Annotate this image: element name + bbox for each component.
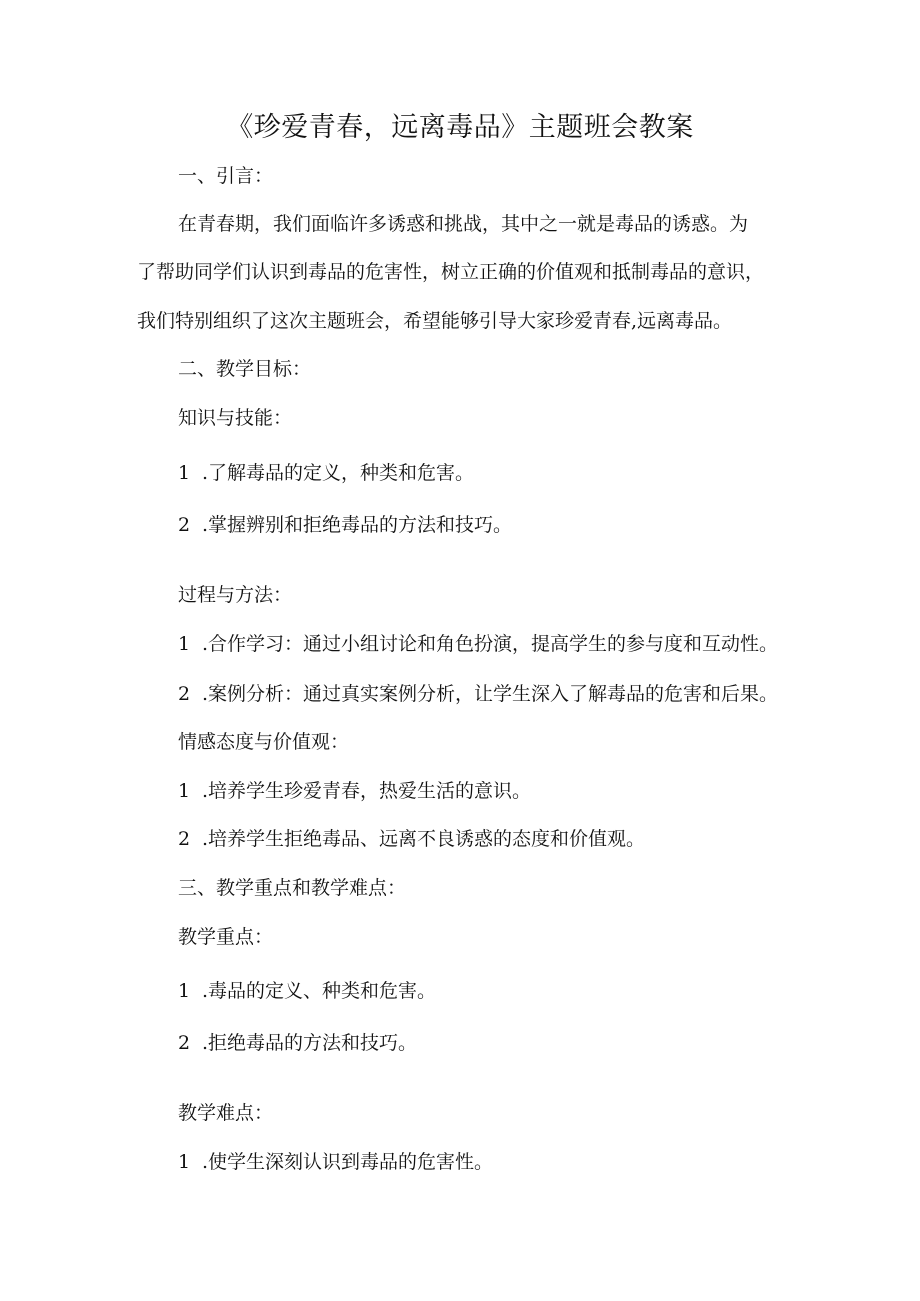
list-text: .合作学习：通过小组讨论和角色扮演，提高学生的参与度和互动性。 <box>202 633 779 655</box>
list-number: 2 <box>178 514 191 536</box>
list-text: .拒绝毒品的方法和技巧。 <box>202 1032 418 1054</box>
intro-paragraph-line-1: 在青春期，我们面临许多诱惑和挑战，其中之一就是毒品的诱惑。为 <box>178 213 749 235</box>
list-number: 2 <box>178 828 191 850</box>
list-text: .了解毒品的定义，种类和危害。 <box>202 462 475 484</box>
section-heading-objectives: 二、教学目标： <box>178 358 312 380</box>
section-heading-intro: 一、引言： <box>178 165 274 187</box>
list-text: .毒品的定义、种类和危害。 <box>202 980 437 1002</box>
subheading-knowledge: 知识与技能： <box>178 407 293 429</box>
subheading-process: 过程与方法： <box>178 584 293 606</box>
list-number: 1 <box>178 1151 191 1173</box>
list-item <box>178 976 436 1006</box>
list-number: 1 <box>178 462 191 484</box>
list-item <box>178 458 474 488</box>
list-number: 1 <box>178 633 191 655</box>
list-item <box>178 1147 493 1177</box>
intro-paragraph-line-3: 我们特别组织了这次主题班会，希望能够引导大家珍爱青春,远离毒品。 <box>137 310 733 332</box>
list-text: .掌握辨别和拒绝毒品的方法和技巧。 <box>202 514 513 536</box>
section-heading-key-points: 三、教学重点和教学难点： <box>178 877 407 899</box>
list-item <box>178 776 531 806</box>
list-item <box>178 510 512 540</box>
list-text: .培养学生拒绝毒品、远离不良诱惑的态度和价值观。 <box>202 828 646 850</box>
list-number: 2 <box>178 683 191 705</box>
list-item <box>178 629 778 659</box>
list-item <box>178 824 645 854</box>
list-number: 1 <box>178 980 191 1002</box>
list-item <box>178 679 778 709</box>
intro-paragraph-line-2: 了帮助同学们认识到毒品的危害性，树立正确的价值观和抵制毒品的意识， <box>137 261 765 283</box>
subheading-key: 教学重点： <box>178 926 274 948</box>
subheading-difficulty: 教学难点： <box>178 1102 274 1124</box>
list-number: 2 <box>178 1032 191 1054</box>
list-text: .培养学生珍爱青春，热爱生活的意识。 <box>202 780 532 802</box>
subheading-emotion: 情感态度与价值观： <box>178 731 350 753</box>
document-title: 《珍爱青春，远离毒品》主题班会教案 <box>226 112 694 143</box>
list-item <box>178 1028 417 1058</box>
list-text: .案例分析：通过真实案例分析，让学生深入了解毒品的危害和后果。 <box>202 683 779 705</box>
list-number: 1 <box>178 780 191 802</box>
list-text: .使学生深刻认识到毒品的危害性。 <box>202 1151 494 1173</box>
